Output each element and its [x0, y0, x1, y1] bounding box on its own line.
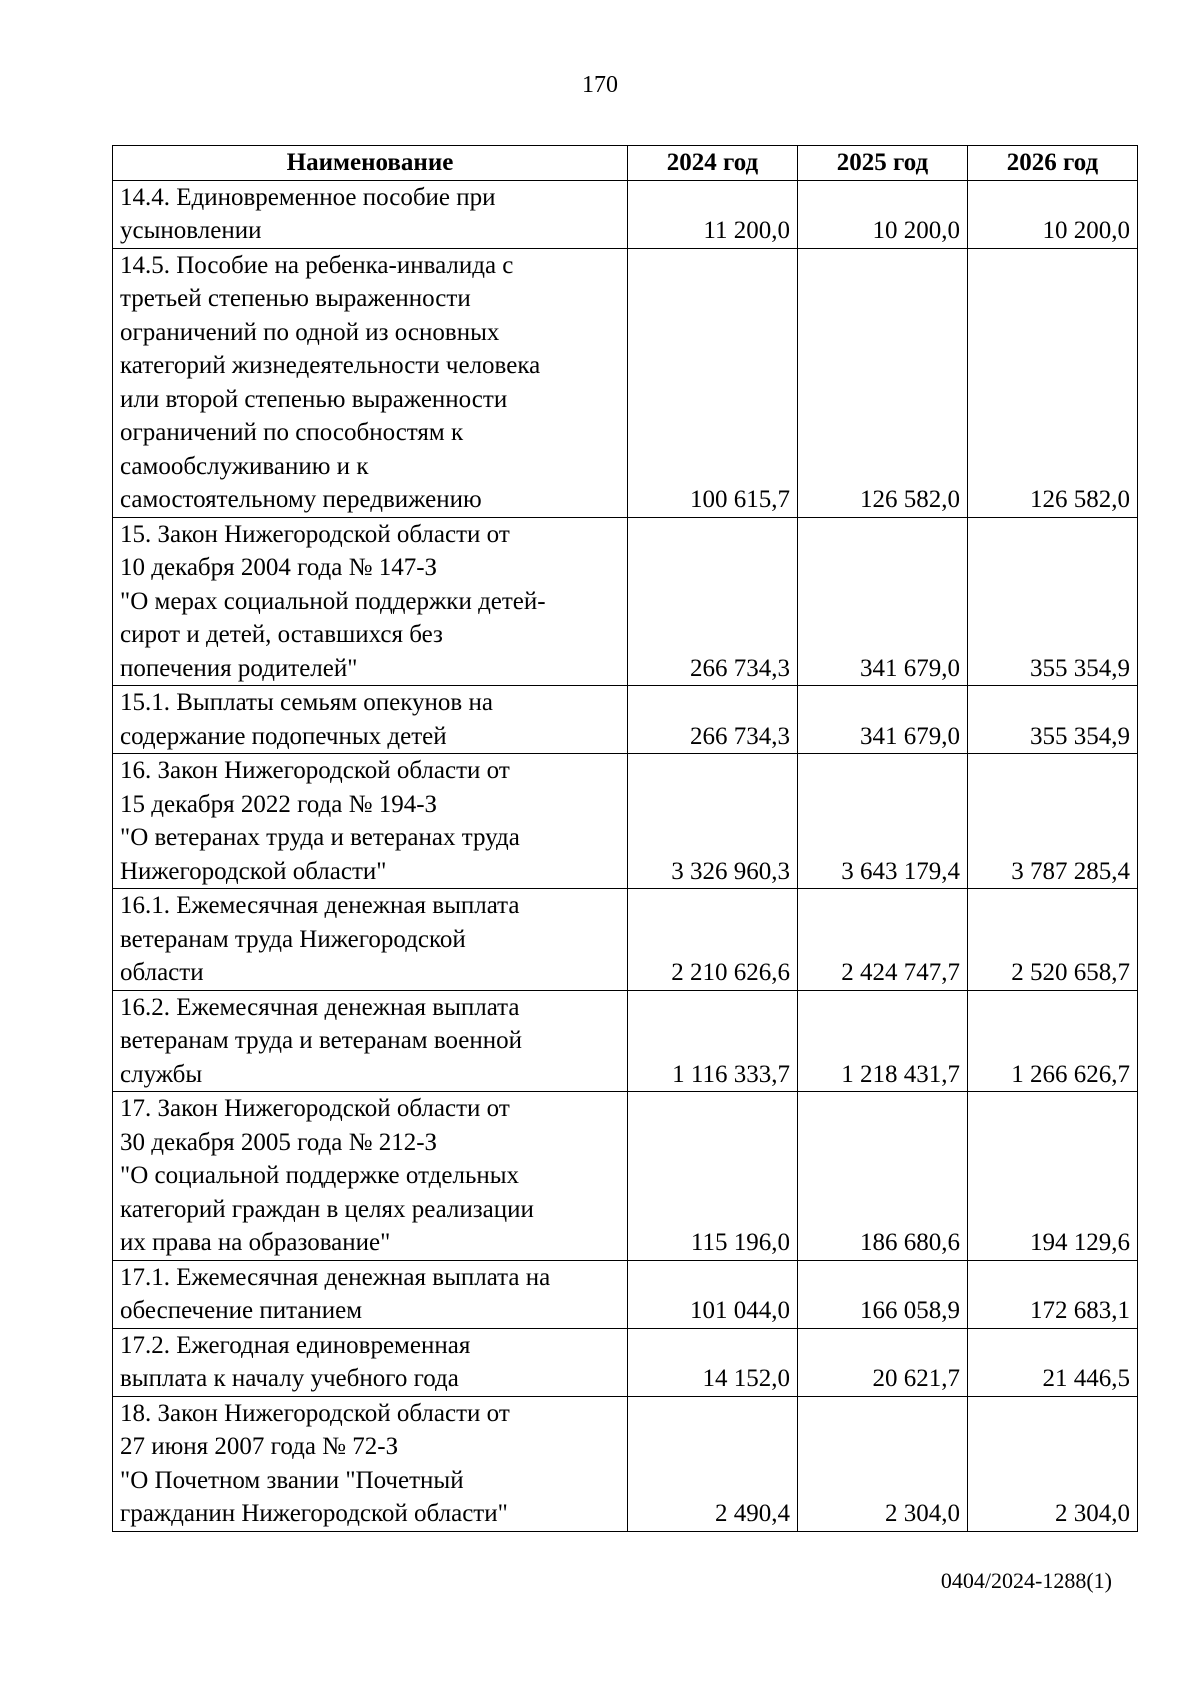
row-name-line: сирот и детей, оставшихся без: [120, 621, 443, 648]
document-code: 0404/2024-1288(1): [940, 1568, 1112, 1593]
page-number: 170: [582, 72, 618, 98]
value-2024: 11 200,0: [628, 180, 798, 248]
table-body: [113, 180, 1138, 1531]
value-2025: 341 679,0: [798, 517, 968, 686]
value-2025: 20 621,7: [798, 1328, 968, 1396]
row-name-line: обеспечение питанием: [120, 1297, 363, 1324]
row-name-line: 16.2. Ежемесячная денежная выплата: [120, 993, 520, 1021]
value-2026: 126 582,0: [968, 248, 1138, 517]
header-name: Наименование: [113, 146, 628, 181]
budget-table-container: [112, 145, 1138, 1532]
row-name-line: 10 декабря 2004 года № 147-З: [120, 554, 438, 581]
row-name-line: попечения родителей": [120, 654, 358, 682]
row-name-line: 15.1. Выплаты семьям опекунов на: [120, 689, 493, 716]
budget-table: [112, 145, 1138, 1532]
row-name: [113, 754, 628, 889]
table-row: [113, 990, 1138, 1092]
row-name-line: ветеранам труда Нижегородской: [120, 925, 466, 953]
row-name-line: третьей степенью выраженности: [120, 285, 471, 312]
row-name-line: 17. Закон Нижегородской области от: [120, 1095, 510, 1122]
value-2024: 101 044,0: [628, 1260, 798, 1328]
value-2025: 186 680,6: [798, 1092, 968, 1261]
table-row: [113, 1260, 1138, 1328]
row-name-line: 17.1. Ежемесячная денежная выплата на: [120, 1263, 551, 1291]
value-2026: 21 446,5: [968, 1328, 1138, 1396]
row-name-line: "О Почетном звании "Почетный: [120, 1466, 464, 1494]
value-2025: 1 218 431,7: [798, 990, 968, 1092]
row-name-line: 30 декабря 2005 года № 212-З: [120, 1128, 438, 1156]
value-2024: 115 196,0: [628, 1092, 798, 1261]
row-name-line: 27 июня 2007 года № 72-З: [120, 1433, 399, 1460]
row-name-line: самообслуживанию и к: [120, 452, 369, 480]
row-name-line: ветеранам труда и ветеранам военной: [120, 1027, 523, 1054]
value-2026: 194 129,6: [968, 1092, 1138, 1261]
table-header-row: [113, 146, 1138, 181]
row-name: [113, 1092, 628, 1261]
value-2025: 2 424 747,7: [798, 889, 968, 991]
row-name-line: содержание подопечных детей: [120, 722, 447, 750]
row-name-line: гражданин Нижегородской области": [120, 1500, 508, 1527]
value-2025: 126 582,0: [798, 248, 968, 517]
row-name-line: ограничений по способностям к: [120, 419, 464, 446]
value-2026: 2 304,0: [968, 1396, 1138, 1531]
row-name-line: усыновлении: [120, 217, 262, 244]
table-row: [113, 180, 1138, 248]
row-name-line: "О мерах социальной поддержки детей-: [120, 587, 546, 615]
row-name: [113, 248, 628, 517]
header-2026: 2026 год: [968, 146, 1138, 181]
row-name: [113, 180, 628, 248]
value-2026: 355 354,9: [968, 686, 1138, 754]
value-2024: 2 210 626,6: [628, 889, 798, 991]
row-name-line: 18. Закон Нижегородской области от: [120, 1399, 510, 1427]
row-name: [113, 990, 628, 1092]
header-2024: 2024 год: [628, 146, 798, 181]
row-name: [113, 686, 628, 754]
value-2025: 3 643 179,4: [798, 754, 968, 889]
row-name-line: самостоятельному передвижению: [120, 486, 482, 513]
row-name: [113, 1396, 628, 1531]
row-name-line: Нижегородской области": [120, 857, 387, 885]
value-2025: 10 200,0: [798, 180, 968, 248]
row-name-line: "О ветеранах труда и ветеранах труда: [120, 824, 520, 851]
value-2024: 1 116 333,7: [628, 990, 798, 1092]
row-name-line: 15 декабря 2022 года № 194-З: [120, 790, 438, 818]
row-name-line: категорий граждан в целях реализации: [120, 1195, 534, 1223]
value-2026: 3 787 285,4: [968, 754, 1138, 889]
table-row: [113, 1396, 1138, 1531]
row-name-line: или второй степенью выраженности: [120, 385, 508, 413]
table-row: [113, 686, 1138, 754]
row-name-line: службы: [120, 1060, 203, 1088]
table-row: [113, 517, 1138, 686]
value-2026: 2 520 658,7: [968, 889, 1138, 991]
row-name-line: "О социальной поддержке отдельных: [120, 1162, 520, 1189]
value-2025: 2 304,0: [798, 1396, 968, 1531]
row-name: [113, 1328, 628, 1396]
row-name: [113, 889, 628, 991]
row-name-line: 16.1. Ежемесячная денежная выплата: [120, 892, 520, 919]
row-name-line: выплата к началу учебного года: [120, 1365, 459, 1392]
row-name-line: 16. Закон Нижегородской области от: [120, 757, 510, 784]
value-2024: 266 734,3: [628, 686, 798, 754]
row-name-line: ограничений по одной из основных: [120, 318, 500, 346]
table-row: [113, 248, 1138, 517]
table-row: [113, 889, 1138, 991]
row-name-line: 14.5. Пособие на ребенка-инвалида с: [120, 251, 514, 279]
row-name: [113, 1260, 628, 1328]
value-2024: 2 490,4: [628, 1396, 798, 1531]
value-2026: 1 266 626,7: [968, 990, 1138, 1092]
value-2024: 3 326 960,3: [628, 754, 798, 889]
table-row: [113, 1328, 1138, 1396]
row-name: [113, 517, 628, 686]
row-name-line: области: [120, 959, 204, 986]
value-2024: 14 152,0: [628, 1328, 798, 1396]
value-2024: 266 734,3: [628, 517, 798, 686]
value-2026: 172 683,1: [968, 1260, 1138, 1328]
row-name-line: категорий жизнедеятельности человека: [120, 352, 541, 379]
table-row: [113, 1092, 1138, 1261]
row-name-line: 15. Закон Нижегородской области от: [120, 520, 510, 548]
header-2025: 2025 год: [798, 146, 968, 181]
value-2024: 100 615,7: [628, 248, 798, 517]
value-2026: 10 200,0: [968, 180, 1138, 248]
table-row: [113, 754, 1138, 889]
value-2025: 166 058,9: [798, 1260, 968, 1328]
value-2026: 355 354,9: [968, 517, 1138, 686]
row-name-line: 14.4. Единовременное пособие при: [120, 183, 496, 211]
value-2025: 341 679,0: [798, 686, 968, 754]
row-name-line: их права на образование": [120, 1229, 391, 1256]
row-name-line: 17.2. Ежегодная единовременная: [120, 1331, 471, 1359]
